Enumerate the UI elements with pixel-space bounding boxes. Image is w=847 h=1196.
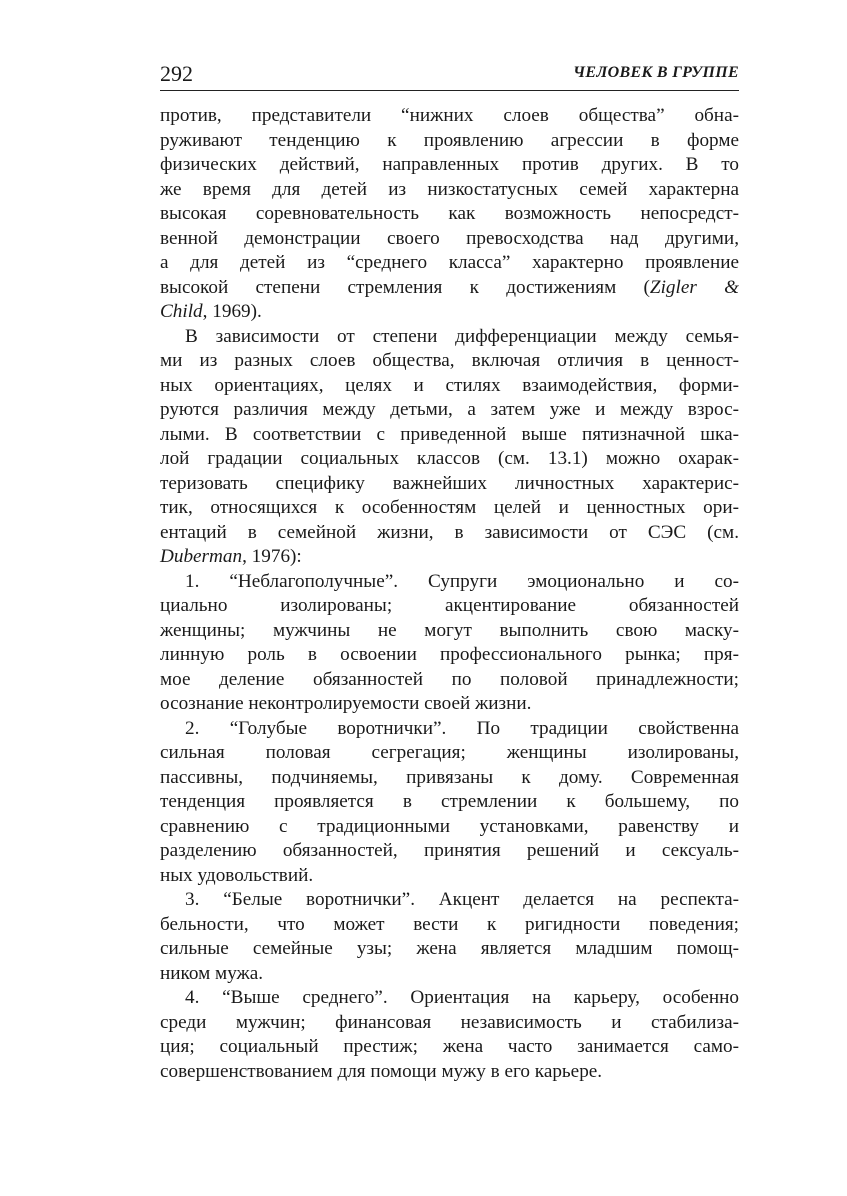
text-line: ных удовольствий. [160,864,314,886]
text-line: пассивны, подчиняемы, привязаны к дому. Современная [160,766,739,788]
text-line: тенденция проявляется в стремлении к большему, по [160,791,739,812]
text-line: сильная половая сегрегация; женщины изолированы, [160,742,739,763]
text-line: 1. “Неблагополучные”. Супруги эмоционально и со- [185,570,739,592]
text-line: физических действий, направленных против других. В то [160,154,739,175]
page-number: 292 [160,61,193,86]
text-segment: высокой степени стремления к достижениям ( [160,276,650,298]
citation-author: Child [160,301,203,322]
text-segment: , 1969). [202,301,262,322]
text-line: осознание неконтролируемости своей жизни. [160,693,532,714]
text-line: бельности, что может вести к ригидности поведения; [160,913,739,935]
text-line: теризовать специфику важнейших личностных характерис- [160,472,739,494]
body-text [160,104,739,1084]
text-line: ентаций в семейной жизни, в зависимости от СЭС (см. [160,521,739,543]
text-line: венной демонстрации своего превосходства над другими, [160,227,739,249]
text-line: циально изолированы; акцентирование обязанностей [160,595,739,616]
text-segment: , 1976): [242,546,302,567]
text-line: ми из разных слоев общества, включая отличия в ценност- [160,350,739,371]
list-item [160,888,739,986]
text-line: ных ориентациях, целях и стилях взаимодействия, форми- [160,374,739,396]
citation-author: Zigler & [649,276,740,298]
text-line: руживают тенденцию к проявлению агрессии в форме [160,129,739,151]
text-line: разделению обязанностей, принятия решений и сексуаль- [160,840,739,861]
text-line: тик, относящихся к особенностям целей и ценностных ори- [160,497,739,518]
text-line: 4. “Выше среднего”. Ориентация на карьеру, особенно [185,987,739,1008]
text-line: лой градации социальных классов (см. 13.1) можно охарак- [160,448,739,469]
text-line: 2. “Голубые воротнички”. По традиции свойственна [185,717,739,739]
text-line: же время для детей из низкостатусных семей характерна [160,178,739,200]
text-line: В зависимости от степени дифференциации между семья- [185,325,739,347]
text-line [160,300,739,325]
list-item [160,986,739,1084]
running-title: ЧЕЛОВЕК В ГРУППЕ [573,64,739,81]
text-line: руются различия между детьми, а затем уже и между взрос- [160,399,739,420]
text-line: совершенствованием для помощи мужу в его карьере. [160,1060,603,1082]
text-line: 3. “Белые воротнички”. Акцент делается на респекта- [185,889,739,910]
text-line: против, представители “нижних слоев общества” обна- [160,105,739,126]
list-item [160,717,739,889]
text-line: среди мужчин; финансовая независимость и стабилиза- [160,1011,739,1033]
text-line: лыми. В соответствии с приведенной выше пятизначной шка- [160,423,739,445]
list-item [160,570,739,717]
text-line: а для детей из “среднего класса” характерно проявление [160,252,739,273]
text-line: женщины; мужчины не могут выполнить свою маску- [160,619,739,641]
text-line: ция; социальный престиж; жена часто занимается само- [160,1036,739,1057]
paragraph [160,325,739,570]
text-line [160,545,739,570]
page-header [160,60,739,91]
text-line: высокая соревновательность как возможность непосредст- [160,203,739,224]
text-line [160,276,739,301]
text-line: линную роль в освоении профессионального рынка; пря- [160,644,739,665]
paragraph [160,104,739,325]
text-line: сравнению с традиционными установками, равенству и [160,815,739,837]
text-line: мое деление обязанностей по половой принадлежности; [160,668,739,690]
text-line: сильные семейные узы; жена является младшим помощ- [160,938,739,959]
text-line: ником мужа. [160,962,264,984]
citation-author: Duberman [160,546,243,567]
